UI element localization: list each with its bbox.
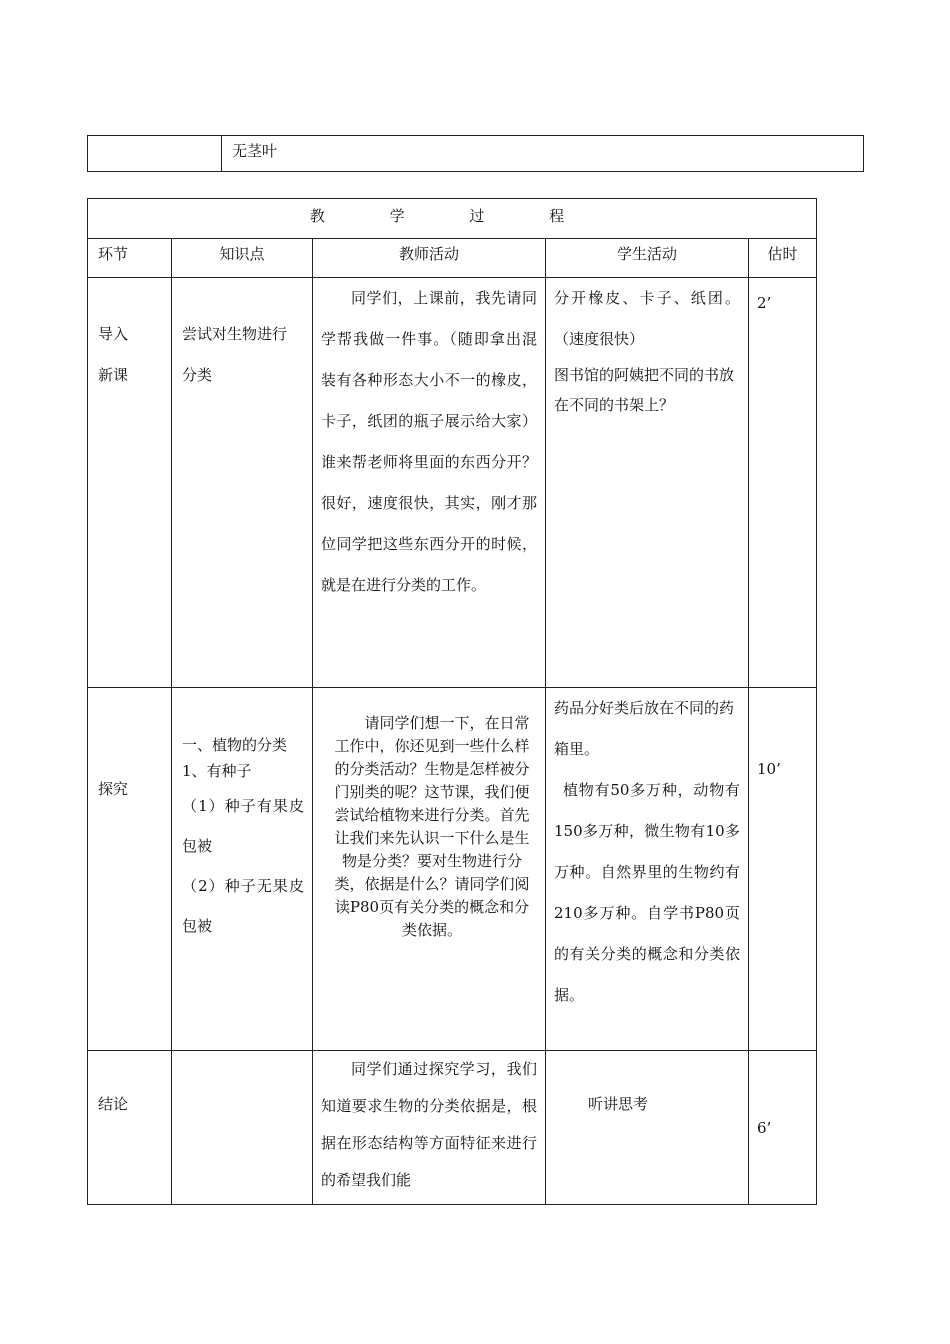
header-student: 学生活动 xyxy=(546,239,749,278)
header-stage: 环节 xyxy=(88,239,172,278)
stage-cell: 探究 xyxy=(88,688,172,1051)
time-cell: 10’ xyxy=(749,688,817,1051)
table-row xyxy=(88,1051,817,1205)
stage-line: 导入 xyxy=(98,325,129,343)
student-text: 图书馆的阿姨把不同的书放在不同的书架上？ xyxy=(554,366,735,414)
teacher-cell xyxy=(313,688,546,1051)
knowledge-line: 尝试对生物进行 xyxy=(182,325,288,343)
student-text: 植物有50多万种，动物有150多万种，微生物有10多万种。自然界里的生物约有210多万种。自学书P80页的有关分类的概念和分类依据。 xyxy=(554,781,740,1004)
student-text: 药品分好类后放在不同的药箱里。 xyxy=(554,699,735,758)
teacher-text: 同学们通过探究学习，我们知道要求生物的分类依据是，根据在形态结构等方面特征来进行的希望我们能 xyxy=(321,1060,537,1189)
time-cell: 2’ xyxy=(749,278,817,688)
knowledge-cell xyxy=(172,278,313,688)
student-cell xyxy=(546,278,749,688)
time-cell: 6’ xyxy=(749,1051,817,1205)
knowledge-line: 分类 xyxy=(182,366,213,384)
stage-cell: 结论 xyxy=(88,1051,172,1205)
knowledge-cell xyxy=(172,688,313,1051)
teacher-text: 请同学们想一下，在日常工作中，你还见到一些什么样的分类活动？生物是怎样被分门别类的呢？这节课，我们便尝试给植物来进行分类。首先让我们来先认识一下什么是生物是分类？要对生物进行分类，依据是什么？请同学们阅读P80页有关分类的概念和分类依据。 xyxy=(334,714,530,939)
header-knowledge: 知识点 xyxy=(172,239,313,278)
student-cell xyxy=(546,688,749,1051)
table-title: 教 学 过 程 xyxy=(88,199,817,239)
top-table-right-cell: 无茎叶 xyxy=(232,142,278,160)
teacher-cell xyxy=(313,278,546,688)
table-row xyxy=(88,688,817,1051)
header-row xyxy=(88,239,817,278)
knowledge-item: 一、植物的分类 xyxy=(182,736,288,754)
header-time: 估时 xyxy=(749,239,817,278)
top-table-left-cell xyxy=(88,136,222,171)
stage-line: 新课 xyxy=(98,366,129,384)
top-table xyxy=(87,135,864,172)
table-row xyxy=(88,278,817,688)
knowledge-item: （1）种子有果皮包被 xyxy=(182,797,304,855)
knowledge-cell xyxy=(172,1051,313,1205)
teacher-cell xyxy=(313,1051,546,1205)
student-cell: 听讲思考 xyxy=(546,1051,749,1205)
knowledge-item: 1、有种子 xyxy=(182,762,252,780)
stage-cell xyxy=(88,278,172,688)
student-text: 分开橡皮、卡子、纸团。（速度很快） xyxy=(554,289,740,348)
teaching-process-table xyxy=(87,198,817,1205)
knowledge-item: （2）种子无果皮包被 xyxy=(182,877,304,935)
header-teacher: 教师活动 xyxy=(313,239,546,278)
teacher-text: 同学们，上课前，我先请同学帮我做一件事。（随即拿出混装有各种形态大小不一的橡皮，卡子，纸团的瓶子展示给大家）谁来帮老师将里面的东西分开？很好，速度很快，其实，刚才那位同学把这些东西分开的时候，就是在进行分类的工作。 xyxy=(321,289,537,594)
